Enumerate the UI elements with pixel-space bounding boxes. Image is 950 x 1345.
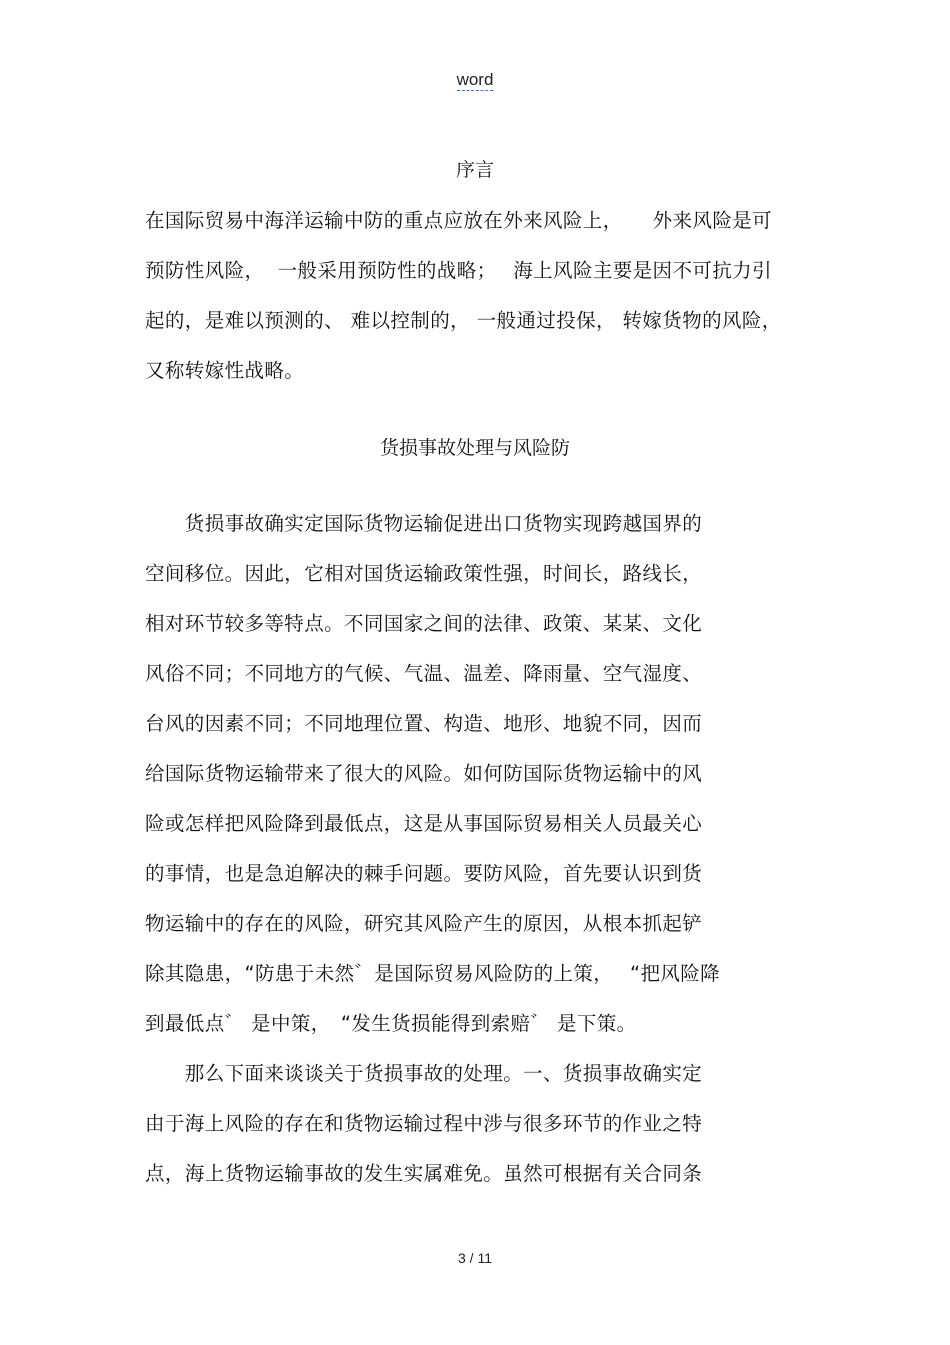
- paragraph-line: 的事情，也是急迫解决的棘手问题。要防风险，首先要认识到货: [145, 862, 703, 885]
- paragraph-line: 预防性风险， 一般采用预防性的战略； 海上风险主要是因不可抗力引: [145, 259, 772, 282]
- page-number: 3 / 11: [458, 1250, 492, 1266]
- section-title-preface: 序言: [455, 159, 494, 181]
- paragraph-line: 物运输中的存在的风险，研究其风险产生的原因，从根本抓起铲: [145, 912, 703, 935]
- paragraph-line: 给国际货物运输带来了很大的风险。如何防国际货物运输中的风: [145, 762, 703, 785]
- paragraph-line: 除其隐患，“防患于未然゛是国际贸易风险防的上策， “把风险降: [145, 962, 721, 985]
- paragraph-line: 风俗不同；不同地方的气候、气温、温差、降雨量、空气湿度、: [145, 662, 703, 685]
- paragraph-line: 点，海上货物运输事故的发生实属难免。虽然可根据有关合同条: [145, 1162, 703, 1185]
- paragraph-line: 到最低点゛ 是中策， “发生货损能得到索赔゛ 是下策。: [145, 1012, 637, 1035]
- header-word-label: word: [456, 70, 494, 89]
- paragraph-line: 起的，是难以预测的、 难以控制的， 一般通过投保， 转嫁货物的风险，: [145, 309, 782, 332]
- paragraph-line: 台风的因素不同；不同地理位置、构造、地形、地貌不同，因而: [145, 712, 703, 735]
- paragraph-line: 险或怎样把风险降到最低点，这是从事国际贸易相关人员最关心: [145, 812, 703, 835]
- page-header: [0, 70, 950, 90]
- paragraph-line: 由于海上风险的存在和货物运输过程中涉与很多环节的作业之特: [145, 1112, 703, 1135]
- paragraph-line: 又称转嫁性战略。: [145, 359, 305, 382]
- paragraph-line: 相对环节较多等特点。不同国家之间的法律、政策、某某、文化: [145, 612, 703, 635]
- paragraph-line: 空间移位。因此，它相对国货运输政策性强，时间长，路线长，: [145, 562, 703, 585]
- paragraph-line: 那么下面来谈谈关于货损事故的处理。一、货损事故确实定: [145, 1062, 703, 1085]
- paragraph-line: 在国际贸易中海洋运输中防的重点应放在外来风险上， 外来风险是可: [145, 209, 773, 232]
- paragraph-line: 货损事故确实定国际货物运输促进出口货物实现跨越国界的: [145, 512, 703, 535]
- section-title-cargo-damage: 货损事故处理与风险防: [379, 437, 570, 459]
